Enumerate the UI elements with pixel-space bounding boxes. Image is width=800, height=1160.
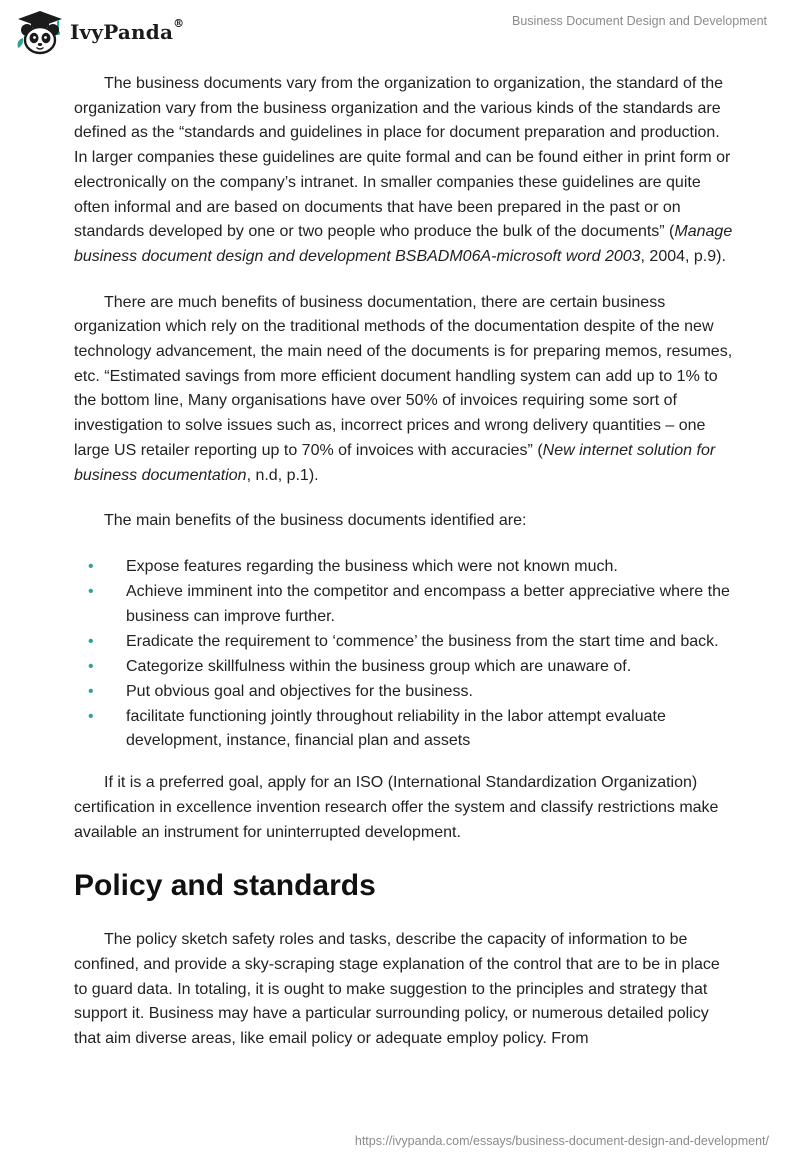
bullet-icon: • bbox=[88, 682, 94, 700]
panda-graduate-icon bbox=[14, 8, 66, 56]
bullet-icon: • bbox=[88, 557, 94, 575]
bullet-icon: • bbox=[88, 707, 94, 725]
benefits-list bbox=[74, 555, 734, 754]
paragraph-2: There are much benefits of business documentation, there are certain business organization which rely on the traditional methods of the documentation despite of the new technology advancement, the main need of the documents is for preparing memos, resumes, etc. “Estimated savings from more efficient document handling system can add up to 1% to the bottom line, Many organisations have over 50% of invoices requiring some sort of investigation to solve issues such as, incorrect prices and wrong delivery quantities – one large US retailer reporting up to 70% of invoices with accuracies” (New internet solution for business documentation, n.d, p.1). bbox=[74, 293, 733, 484]
essay-body bbox=[74, 72, 734, 1073]
list-item: • facilitate functioning jointly throughout reliability in the labor attempt evaluate development, instance, financial plan and assets bbox=[74, 705, 734, 755]
paragraph-1: The business documents vary from the organization to organization, the standard of the organization vary from the business organization and the various kinds of the standards are defined as the “standards and guidelines in place for document preparation and production. In larger companies these guidelines are quite formal and can be found either in print form or electronically on the company’s intranet. In smaller companies these guidelines are quite often informal and are based on documents that have been prepared in the past or on standards developed by one or two people who produce the bulk of the documents” (Manage business document design and development BSBADM06A-microsoft word 2003, 2004, p.9). bbox=[74, 75, 733, 265]
bullet-icon: • bbox=[88, 582, 94, 600]
paragraph-4: If it is a preferred goal, apply for an ISO (International Standardization Organization) certification in excellence invention research offer the system and classify restrictions make available an instrument for uninterrupted development. bbox=[74, 774, 719, 841]
list-item: • Put obvious goal and objectives for the business. bbox=[74, 680, 734, 705]
citation-source: New internet solution for business documentation bbox=[74, 441, 716, 484]
bullet-icon: • bbox=[88, 632, 94, 650]
paragraph-5: The policy sketch safety roles and tasks, describe the capacity of information to be confined, and provide a sky-scraping stage explanation of the control that are to be in place to guard data. In totaling, it is ought to make suggestion to the principles and strategy that support it. Business may have a particular surrounding policy, or numerous detailed policy that aim diverse areas, like email policy or adequate employ policy. From bbox=[74, 931, 720, 1048]
ivypanda-logo[interactable] bbox=[14, 8, 184, 56]
section-heading: Policy and standards bbox=[74, 869, 376, 903]
source-url[interactable]: https://ivypanda.com/essays/business-document-design-and-development/ bbox=[354, 1134, 769, 1148]
bullet-icon: • bbox=[88, 657, 94, 675]
list-item: • Eradicate the requirement to ‘commence’ the business from the start time and back. bbox=[74, 630, 734, 655]
page-header bbox=[0, 0, 800, 60]
list-item: • Expose features regarding the business which were not known much. bbox=[74, 555, 734, 580]
citation-source: Manage business document design and development BSBADM06A-microsoft word 2003 bbox=[74, 223, 733, 265]
running-title: Business Document Design and Development bbox=[512, 14, 767, 28]
list-item: • Categorize skillfulness within the business group which are unaware of. bbox=[74, 655, 734, 680]
brand-name: IvyPanda® bbox=[70, 17, 185, 44]
registered-mark: ® bbox=[173, 17, 185, 30]
list-item: • Achieve imminent into the competitor and encompass a better appreciative where the business can improve further. bbox=[74, 580, 734, 630]
paragraph-3: The main benefits of the business documents identified are: bbox=[104, 512, 527, 530]
